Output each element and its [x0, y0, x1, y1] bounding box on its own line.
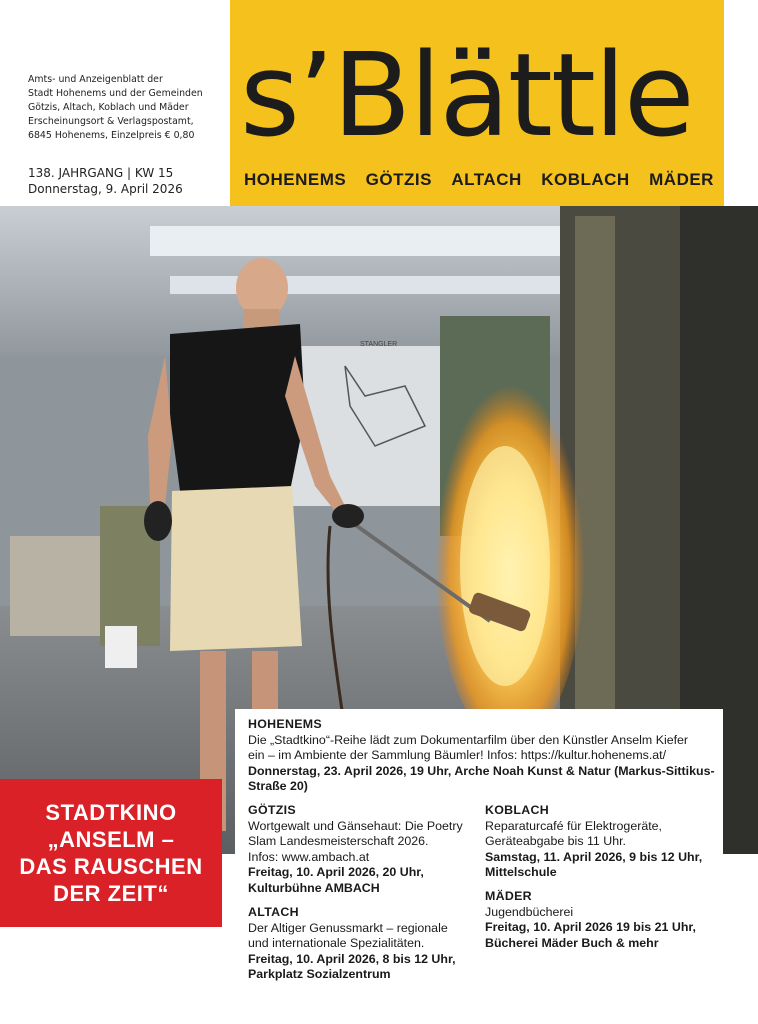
event-description: und internationale Spezialitäten. — [248, 936, 425, 950]
event-town: ALTACH — [248, 905, 299, 919]
publication-info-line: Stadt Hohenems und der Gemeinden — [28, 88, 203, 99]
event-koblach — [485, 803, 721, 881]
event-date: Parkplatz Sozialzentrum — [248, 967, 391, 981]
issue-number: 138. JAHRGANG | KW 15 — [28, 166, 174, 180]
event-date: Kulturbühne AMBACH — [248, 880, 380, 895]
event-date: Freitag, 10. April 2026, 20 Uhr, — [248, 865, 424, 879]
masthead-logo-box — [230, 0, 724, 216]
town-list — [244, 170, 714, 190]
badge-line: „ANSELM – — [47, 827, 175, 852]
event-altach — [248, 905, 478, 983]
badge-line: DAS RAUSCHEN — [19, 854, 203, 879]
badge-line: DER ZEIT“ — [53, 881, 169, 906]
photo-sign-text: STANGLER — [360, 341, 398, 348]
event-description: Reparaturcafé für Elektrogeräte, — [485, 818, 663, 833]
publication-info-line: Amts- und Anzeigenblatt der — [28, 74, 163, 85]
event-description: Slam Landesmeisterschaft 2026. — [248, 834, 429, 848]
event-date: Donnerstag, 23. April 2026, 19 Uhr, Arche Noah Kunst & Natur (Markus-Sittikus- — [248, 763, 715, 778]
events-panel — [235, 709, 723, 1024]
town-altach: ALTACH — [451, 170, 522, 189]
publication-info-line: 6845 Hohenems, Einzelpreis € 0,80 — [28, 130, 195, 141]
publication-info-line: Erscheinungsort & Verlagspostamt, — [28, 116, 194, 127]
issue-date: Donnerstag, 9. April 2026 — [28, 182, 183, 196]
event-description: Geräteabgabe bis 11 Uhr. — [485, 834, 626, 848]
event-description: Die „Stadtkino“-Reihe lädt zum Dokumentarfilm über den Künstler Anselm Kiefer — [248, 732, 689, 747]
event-date: Freitag, 10. April 2026 19 bis 21 Uhr, — [485, 920, 696, 934]
event-date: Straße 20) — [248, 779, 308, 793]
publication-info-line: Götzis, Altach, Koblach und Mäder — [28, 102, 189, 113]
event-description: Wortgewalt und Gänsehaut: Die Poetry — [248, 818, 463, 833]
event-description: Infos: www.ambach.at — [248, 849, 370, 864]
town-goetzis: GÖTZIS — [365, 170, 432, 189]
event-date: Freitag, 10. April 2026, 8 bis 12 Uhr, — [248, 951, 456, 966]
event-maeder — [485, 889, 721, 951]
event-date: Bücherei Mäder Buch & mehr — [485, 935, 659, 950]
event-date: Samstag, 11. April 2026, 9 bis 12 Uhr, — [485, 849, 703, 864]
event-town: GÖTZIS — [248, 803, 296, 817]
event-description: Der Altiger Genussmarkt – regionale — [248, 920, 448, 935]
issue-info — [28, 165, 183, 197]
town-hohenems: HOHENEMS — [244, 170, 347, 189]
event-town: KOBLACH — [485, 803, 550, 817]
event-town: HOHENEMS — [248, 717, 322, 731]
feature-badge — [0, 779, 222, 927]
town-koblach: KOBLACH — [541, 170, 630, 189]
event-description: ein – im Ambiente der Sammlung Bäumler! Infos: https://kultur.hohenems.at/ — [248, 748, 667, 762]
town-maeder: MÄDER — [649, 170, 714, 189]
event-goetzis — [248, 803, 478, 896]
event-hohenems — [248, 717, 718, 795]
publication-info — [28, 73, 228, 143]
event-description: Jugendbücherei — [485, 904, 574, 919]
event-date: Mittelschule — [485, 865, 557, 879]
event-town: MÄDER — [485, 889, 532, 903]
masthead-logo: s’Blättle — [240, 29, 693, 163]
badge-line: STADTKINO — [45, 800, 177, 825]
